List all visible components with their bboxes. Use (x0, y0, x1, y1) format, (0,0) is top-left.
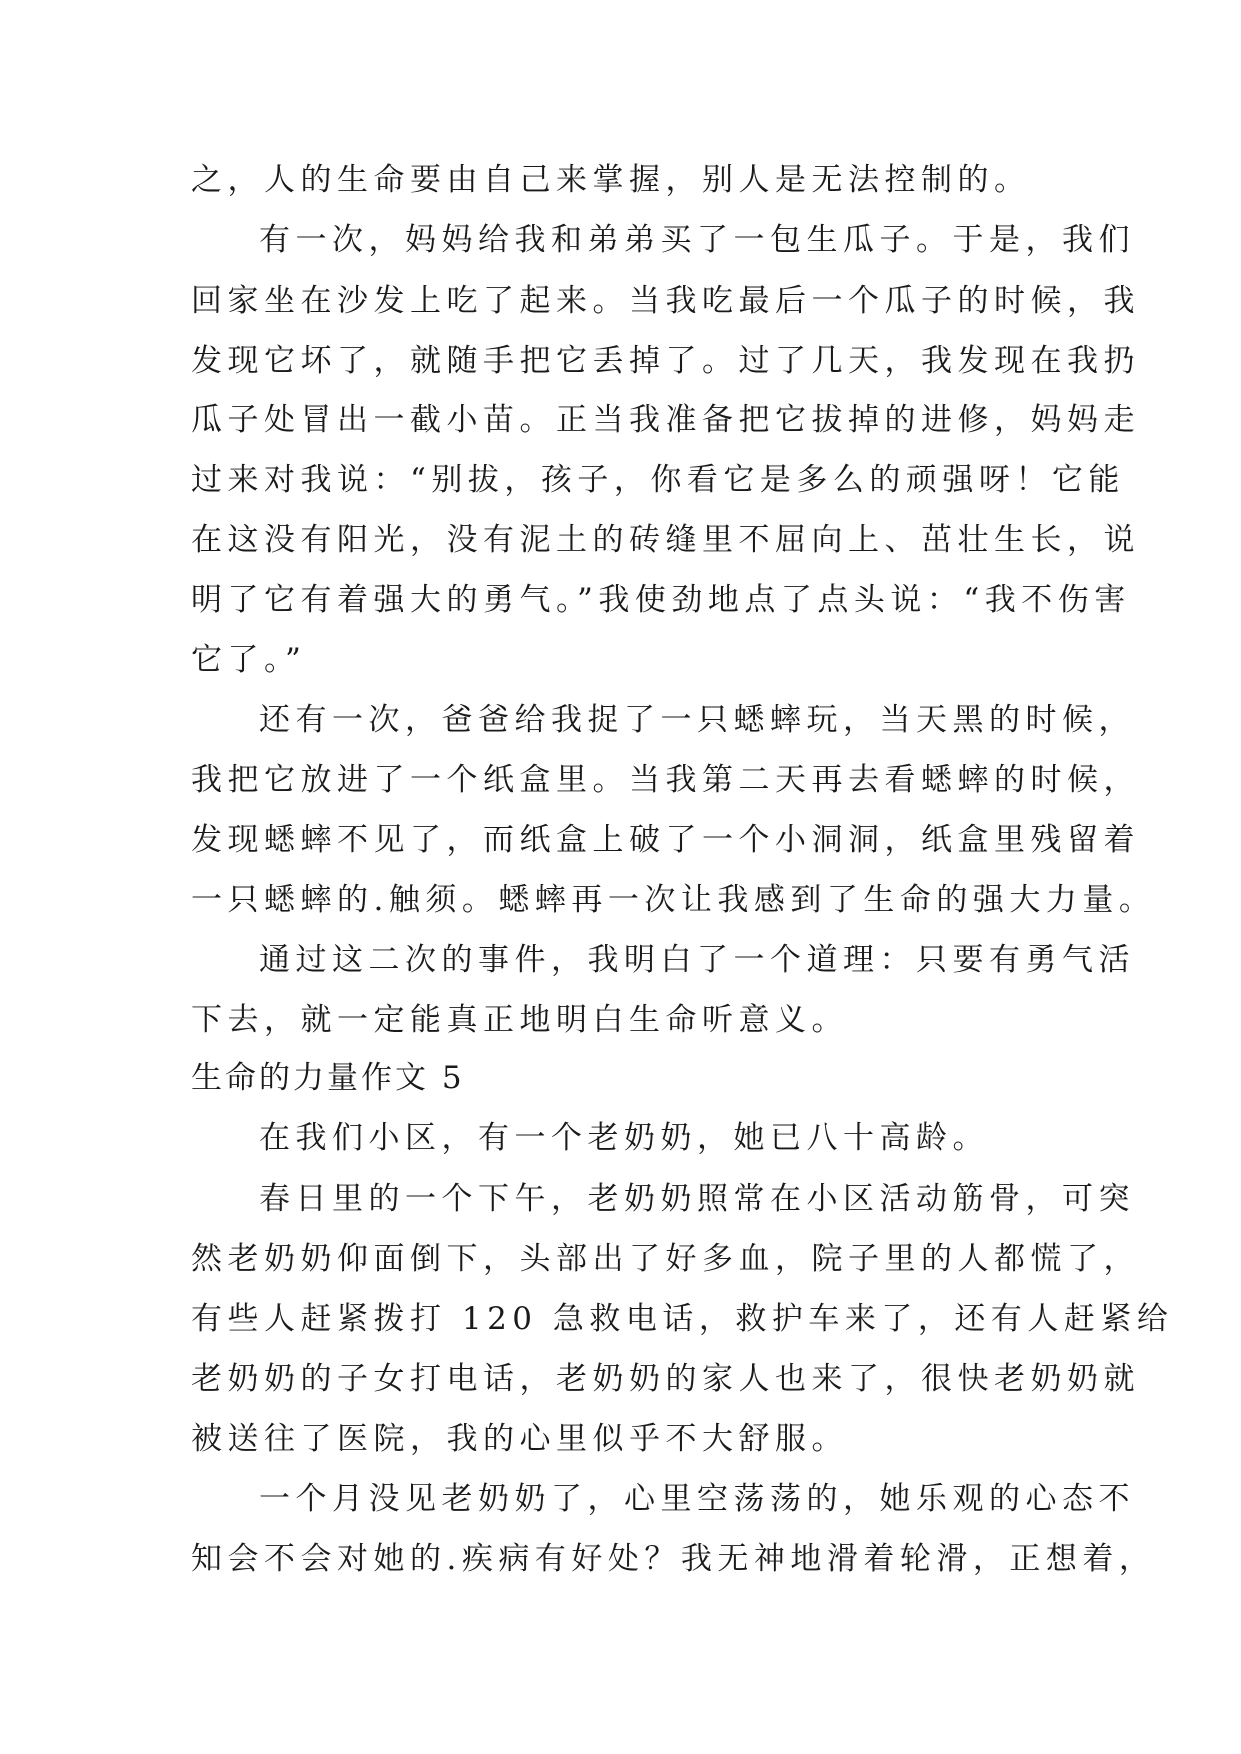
text-line: 一只蟋蟀的.触须。蟋蟀再一次让我感到了生命的强大力量。 (191, 882, 1156, 918)
text-line: 瓜子处冒出一截小苗。正当我准备把它拔掉的进修，妈妈走 (191, 402, 1140, 438)
text-line: 发现它坏了，就随手把它丢掉了。过了几天，我发现在我扔 (191, 343, 1140, 379)
text-line: 有一次，妈妈给我和弟弟买了一包生瓜子。于是，我们 (259, 222, 1135, 258)
text-line: 下去，就一定能真正地明白生命听意义。 (191, 1002, 848, 1038)
text-line: 老奶奶的子女打电话，老奶奶的家人也来了，很快老奶奶就 (191, 1361, 1140, 1397)
section-heading: 生命的力量作文 5 (191, 1060, 465, 1096)
text-line: 我把它放进了一个纸盒里。当我第二天再去看蟋蟀的时候， (191, 762, 1140, 798)
text-line: 被送往了医院，我的心里似乎不大舒服。 (191, 1421, 848, 1457)
text-line: 之，人的生命要由自己来掌握，别人是无法控制的。 (191, 162, 1031, 198)
text-line: 一个月没见老奶奶了，心里空荡荡的，她乐观的心态不 (259, 1481, 1135, 1517)
text-line: 过来对我说：“别拔，孩子，你看它是多么的顽强呀！它能 (191, 462, 1125, 498)
text-line: 通过这二次的事件，我明白了一个道理：只要有勇气活 (259, 942, 1135, 978)
text-line: 它了。” (191, 642, 307, 678)
text-line: 然老奶奶仰面倒下，头部出了好多血，院子里的人都慌了， (191, 1241, 1140, 1277)
text-line: 在这没有阳光，没有泥土的砖缝里不屈向上、茁壮生长，说 (191, 522, 1140, 558)
text-line: 在我们小区，有一个老奶奶，她已八十高龄。 (259, 1120, 989, 1156)
text-line: 有些人赶紧拨打 120 急救电话，救护车来了，还有人赶紧给 (191, 1301, 1174, 1337)
text-line: 还有一次，爸爸给我捉了一只蟋蟀玩，当天黑的时候， (259, 702, 1135, 738)
text-line: 发现蟋蟀不见了，而纸盒上破了一个小洞洞，纸盒里残留着 (191, 822, 1140, 858)
text-line: 知会不会对她的.疾病有好处？我无神地滑着轮滑，正想着， (191, 1541, 1156, 1577)
text-line: 春日里的一个下午，老奶奶照常在小区活动筋骨，可突 (259, 1181, 1135, 1217)
text-line: 回家坐在沙发上吃了起来。当我吃最后一个瓜子的时候，我 (191, 283, 1140, 319)
text-line: 明了它有着强大的勇气。”我使劲地点了点头说：“我不伤害 (191, 582, 1131, 618)
